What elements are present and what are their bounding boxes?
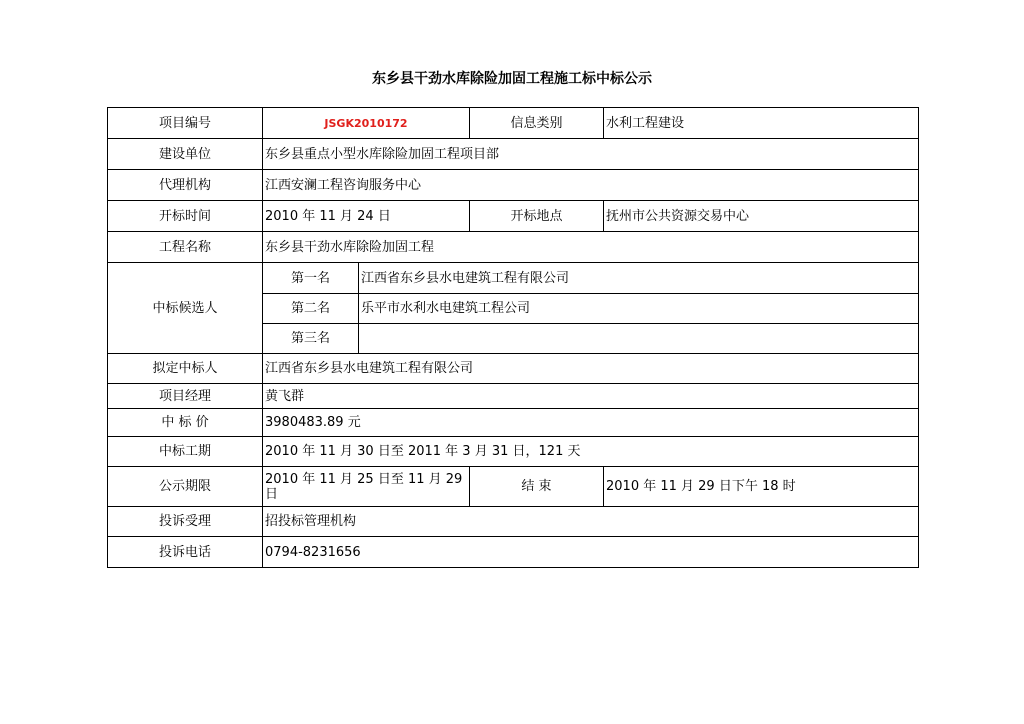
label-project-no: 项目编号 bbox=[108, 108, 263, 139]
value-open-place: 抚州市公共资源交易中心 bbox=[604, 201, 919, 232]
row-agency bbox=[108, 170, 919, 201]
candidate-first: 江西省东乡县水电建筑工程有限公司 bbox=[359, 263, 919, 294]
label-price: 中 标 价 bbox=[108, 409, 263, 437]
label-end: 结 束 bbox=[470, 467, 604, 507]
row-project-name bbox=[108, 232, 919, 263]
row-price bbox=[108, 409, 919, 437]
award-table bbox=[107, 107, 919, 568]
value-builder: 东乡县重点小型水库除险加固工程项目部 bbox=[263, 139, 919, 170]
row-period bbox=[108, 437, 919, 467]
value-info-type: 水利工程建设 bbox=[604, 108, 919, 139]
value-manager: 黄飞群 bbox=[263, 384, 919, 409]
row-complaint-office bbox=[108, 507, 919, 537]
row-candidate-1 bbox=[108, 263, 919, 294]
value-complaint-office: 招投标管理机构 bbox=[263, 507, 919, 537]
label-builder: 建设单位 bbox=[108, 139, 263, 170]
label-project-name: 工程名称 bbox=[108, 232, 263, 263]
document-title: 东乡县干劲水库除险加固工程施工标中标公示 bbox=[372, 71, 652, 87]
value-period: 2010 年 11 月 30 日至 2011 年 3 月 31 日，121 天 bbox=[263, 437, 919, 467]
rank-second: 第二名 bbox=[263, 294, 359, 324]
row-project-no bbox=[108, 108, 919, 139]
row-proposed-winner bbox=[108, 354, 919, 384]
label-agency: 代理机构 bbox=[108, 170, 263, 201]
label-proposed-winner: 拟定中标人 bbox=[108, 354, 263, 384]
row-builder bbox=[108, 139, 919, 170]
row-publicity bbox=[108, 467, 919, 507]
label-candidates: 中标候选人 bbox=[108, 263, 263, 354]
label-info-type: 信息类别 bbox=[470, 108, 604, 139]
value-project-name: 东乡县干劲水库除险加固工程 bbox=[263, 232, 919, 263]
label-period: 中标工期 bbox=[108, 437, 263, 467]
rank-first: 第一名 bbox=[263, 263, 359, 294]
value-end: 2010 年 11 月 29 日下午 18 时 bbox=[604, 467, 919, 507]
label-open-place: 开标地点 bbox=[470, 201, 604, 232]
candidate-second: 乐平市水利水电建筑工程公司 bbox=[359, 294, 919, 324]
row-open-time bbox=[108, 201, 919, 232]
row-manager bbox=[108, 384, 919, 409]
value-open-time: 2010 年 11 月 24 日 bbox=[263, 201, 470, 232]
label-publicity: 公示期限 bbox=[108, 467, 263, 507]
row-complaint-phone bbox=[108, 537, 919, 568]
label-open-time: 开标时间 bbox=[108, 201, 263, 232]
value-agency: 江西安澜工程咨询服务中心 bbox=[263, 170, 919, 201]
label-manager: 项目经理 bbox=[108, 384, 263, 409]
value-proposed-winner: 江西省东乡县水电建筑工程有限公司 bbox=[263, 354, 919, 384]
candidate-third bbox=[359, 324, 919, 354]
label-complaint-office: 投诉受理 bbox=[108, 507, 263, 537]
value-publicity: 2010 年 11 月 25 日至 11 月 29 日 bbox=[263, 467, 470, 507]
value-price: 3980483.89 元 bbox=[263, 409, 919, 437]
value-project-no: JSGK2010172 bbox=[263, 108, 470, 139]
label-complaint-phone: 投诉电话 bbox=[108, 537, 263, 568]
rank-third: 第三名 bbox=[263, 324, 359, 354]
value-complaint-phone: 0794-8231656 bbox=[263, 537, 919, 568]
